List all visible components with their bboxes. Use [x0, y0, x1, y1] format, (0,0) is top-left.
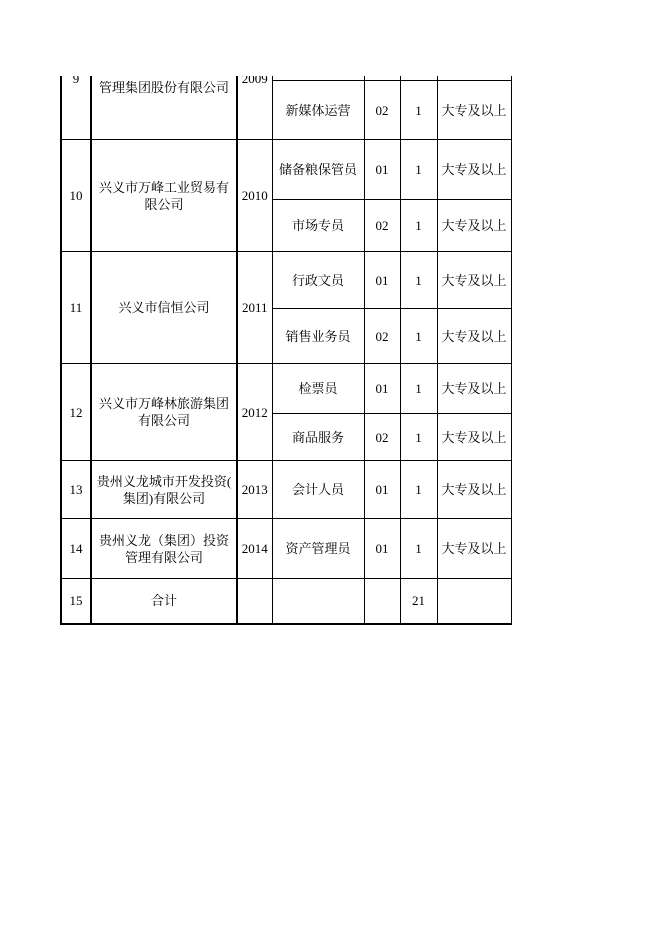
position-name: 检票员 [298, 381, 338, 396]
total-headcount-cell [400, 579, 437, 624]
table-row [61, 364, 511, 414]
headcount: 1 [415, 272, 422, 288]
education-cell [437, 461, 511, 519]
headcount: 1 [415, 429, 422, 445]
position-cell [272, 579, 364, 624]
position-code-cell [364, 309, 400, 364]
row-number: 9 [72, 76, 80, 86]
page-print-area [0, 76, 662, 936]
education-cell [437, 200, 511, 252]
total-label: 合计 [150, 593, 177, 609]
company-name-line: 管理集团股份有限公司 [98, 80, 229, 95]
company-name-line: 兴义市万峰工业贸易有 [98, 179, 229, 195]
row-number-cell [61, 579, 91, 624]
position-code-cell [364, 252, 400, 309]
education-requirement: 大专及以上 [441, 102, 507, 118]
unit-code: 2013 [241, 482, 268, 497]
row-number-cell [61, 76, 91, 140]
company-name-line: 贵州义龙城市开发投资( [96, 473, 232, 489]
education-cell [437, 81, 511, 140]
row-number: 14 [69, 541, 83, 556]
company-name-line: 兴义市信恒公司 [118, 300, 210, 315]
position-code: 01 [375, 272, 389, 288]
unit-code-cell [237, 364, 272, 461]
company-name-line: 集团)有限公司 [122, 490, 206, 506]
total-headcount: 21 [412, 593, 425, 609]
headcount-cell [400, 200, 437, 252]
company-cell [91, 461, 237, 519]
position-cell [272, 140, 364, 200]
education-cell [437, 309, 511, 364]
headcount: 1 [415, 541, 422, 556]
row-number-cell [61, 140, 91, 252]
headcount-cell [400, 519, 437, 579]
education-requirement: 大专及以上 [441, 541, 507, 556]
position-code: 02 [375, 429, 389, 445]
position-cell [272, 519, 364, 579]
position-code: 01 [375, 162, 389, 177]
table-row [61, 252, 511, 309]
position-code: 01 [375, 541, 389, 556]
row-number-cell [61, 461, 91, 519]
headcount-cell [400, 81, 437, 140]
total-row [61, 579, 511, 624]
position-name: 新媒体运营 [285, 102, 351, 118]
table-row [61, 461, 511, 519]
position-name: 会计人员 [291, 482, 344, 497]
position-name: 市场专员 [291, 218, 344, 233]
unit-code: 2012 [241, 404, 268, 420]
position-code: 02 [375, 218, 389, 233]
company-cell [91, 519, 237, 579]
education-cell [437, 364, 511, 414]
unit-code: 2014 [241, 541, 268, 556]
position-code-cell [364, 364, 400, 414]
table-body [61, 76, 511, 624]
headcount-cell [400, 309, 437, 364]
unit-code-cell [237, 252, 272, 364]
position-code-cell [364, 140, 400, 200]
unit-code-cell [237, 140, 272, 252]
position-cell [272, 414, 364, 461]
education-requirement: 大专及以上 [441, 328, 507, 344]
headcount-cell [400, 140, 437, 200]
education-requirement: 大专及以上 [441, 162, 507, 177]
unit-code: 2011 [241, 300, 268, 315]
education-requirement: 大专及以上 [441, 381, 507, 396]
education-requirement: 大专及以上 [441, 429, 507, 445]
position-cell [272, 252, 364, 309]
company-cell [91, 252, 237, 364]
headcount: 1 [415, 328, 422, 344]
position-name: 储备粮保管员 [278, 162, 357, 177]
row-number: 11 [69, 300, 83, 315]
position-cell [272, 81, 364, 140]
table-row [61, 140, 511, 200]
row-number: 10 [69, 188, 83, 203]
company-cell [91, 364, 237, 461]
recruitment-table [60, 76, 512, 625]
row-number: 12 [69, 404, 83, 420]
position-code-cell [364, 579, 400, 624]
position-cell [272, 364, 364, 414]
unit-code: 2009 [241, 76, 268, 86]
company-name-line: 兴义市万峰林旅游集团 [98, 396, 229, 411]
unit-code: 2010 [241, 188, 268, 203]
company-cell [91, 76, 237, 140]
education-requirement: 大专及以上 [441, 482, 507, 497]
education-requirement: 大专及以上 [441, 218, 507, 233]
education-requirement: 大专及以上 [441, 272, 507, 288]
position-code: 02 [375, 328, 389, 344]
headcount-cell [400, 364, 437, 414]
position-code-cell [364, 461, 400, 519]
company-name-line: 管理有限公司 [124, 549, 203, 565]
position-name: 行政文员 [291, 272, 344, 288]
education-cell [437, 252, 511, 309]
headcount: 1 [415, 102, 422, 118]
position-name: 商品服务 [291, 429, 344, 445]
headcount: 1 [415, 381, 422, 396]
company-name-line: 有限公司 [137, 413, 190, 428]
headcount: 1 [415, 218, 422, 233]
position-name: 资产管理员 [285, 541, 351, 556]
education-cell [437, 414, 511, 461]
position-code-cell [364, 200, 400, 252]
position-code-cell [364, 414, 400, 461]
company-name-line: 限公司 [144, 196, 184, 212]
position-code-cell [364, 519, 400, 579]
headcount-cell [400, 461, 437, 519]
table-row [61, 519, 511, 579]
company-name-line: 贵州义龙（集团）投资 [98, 532, 229, 548]
education-cell [437, 140, 511, 200]
headcount: 1 [415, 482, 422, 497]
company-cell [91, 140, 237, 252]
unit-code-cell [237, 461, 272, 519]
headcount-cell [400, 414, 437, 461]
position-cell [272, 200, 364, 252]
education-cell [437, 519, 511, 579]
position-code: 01 [375, 482, 389, 497]
education-cell [437, 579, 511, 624]
position-code: 02 [375, 102, 389, 118]
unit-code-cell [237, 579, 272, 624]
position-cell [272, 461, 364, 519]
position-cell [272, 309, 364, 364]
position-code: 01 [375, 381, 389, 396]
row-number: 15 [69, 593, 83, 609]
unit-code-cell [237, 519, 272, 579]
headcount-cell [400, 252, 437, 309]
unit-code-cell [237, 76, 272, 140]
position-code-cell [364, 81, 400, 140]
row-number-cell [61, 364, 91, 461]
row-number-cell [61, 252, 91, 364]
headcount: 1 [415, 162, 422, 177]
total-label-cell [91, 579, 237, 624]
position-name: 销售业务员 [285, 328, 351, 344]
row-number: 13 [69, 482, 83, 497]
row-number-cell [61, 519, 91, 579]
